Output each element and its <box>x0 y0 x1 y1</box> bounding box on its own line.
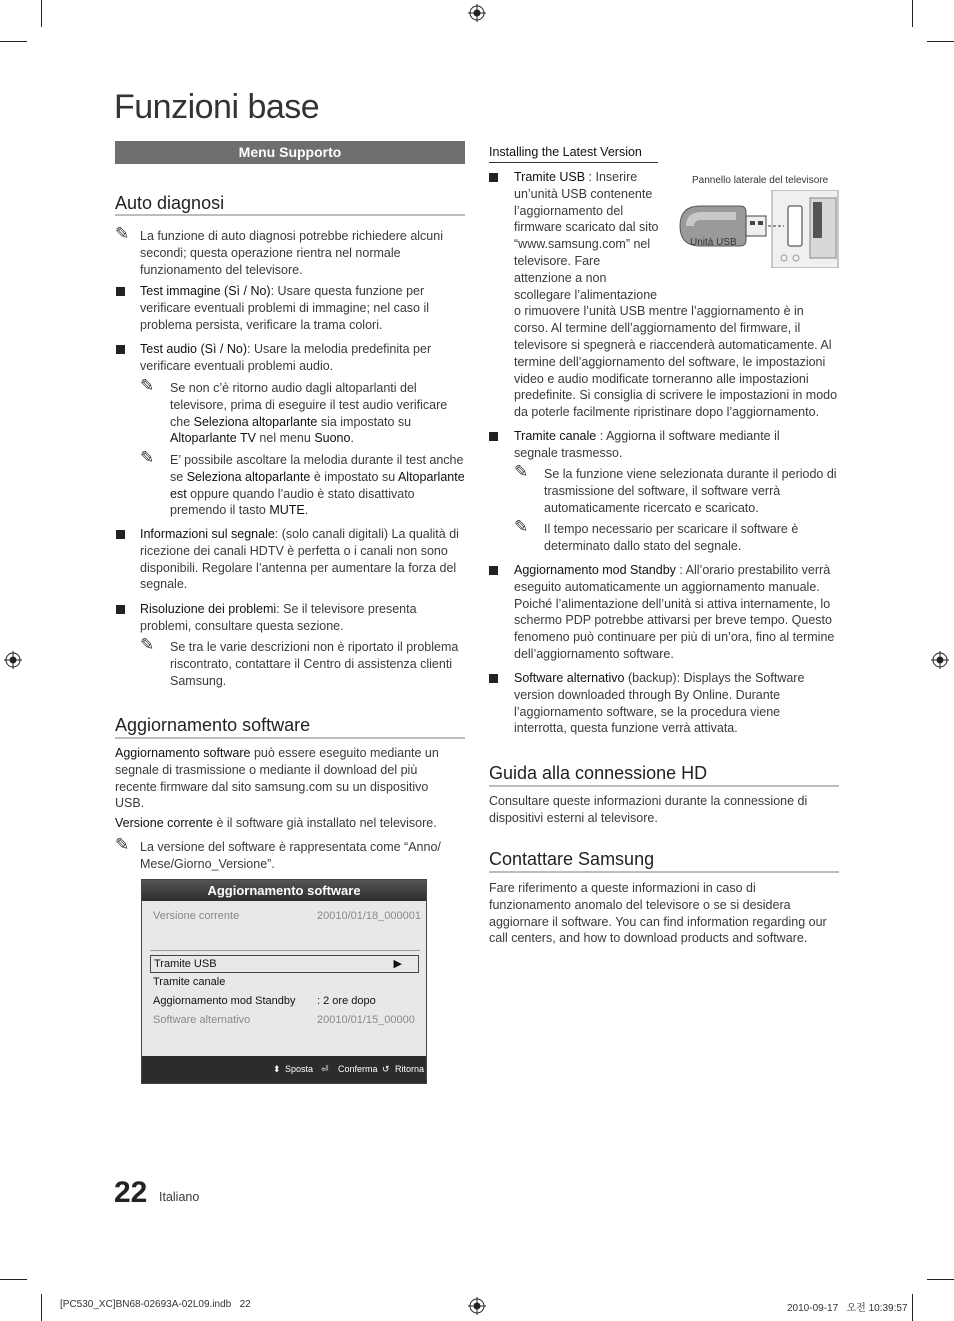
osd-row-label: Tramite USB <box>154 958 217 970</box>
arrow-right-icon: ▶ <box>393 958 402 970</box>
aggiornamento-heading: Aggiornamento software <box>115 715 311 735</box>
note-icon: ✎ <box>140 635 155 654</box>
note-bold: Seleziona altoparlante <box>186 469 311 484</box>
section-banner: Menu Supporto <box>115 141 465 164</box>
page-number: 22 <box>114 1176 148 1209</box>
test-immagine-text: : Usare questa funzione per verificare eventuali problemi di immagine; nel caso il problema persista, verificare la trama colori. <box>140 284 430 332</box>
file-info: [PC530_XC]BN68-02693A-02L09.indb 22 <box>60 1299 251 1310</box>
aggiornamento-paragraph-2 <box>115 815 460 832</box>
page-language: Italiano <box>159 1190 200 1204</box>
osd-row-versione <box>153 910 421 922</box>
registration-mark-icon <box>931 651 949 669</box>
risoluzione-label: Risoluzione dei problemi <box>140 602 277 616</box>
registration-mark-icon <box>468 1297 486 1315</box>
note-text: sia impostato su <box>317 414 412 429</box>
note-icon: ✎ <box>115 224 130 243</box>
crop-mark <box>912 0 913 27</box>
software-alternativo-text: (backup): Displays the Software version downloaded through By Online. Durante l’aggiornamento software, se la procedura viene interrotta, questa funzione verrà attivata. <box>514 671 805 736</box>
guida-text: Consultare queste informazioni durante la connessione di dispositivi esterni al televisore. <box>489 794 808 825</box>
aggiornamento-note: La versione del software è rappresentata come “Anno/ Mese/Giorno_Versione”. <box>140 840 441 871</box>
risoluzione-note: Se tra le varie descrizioni non è riportato il problema riscontrato, contattare il Centro di assistenza clienti Samsung. <box>170 640 459 688</box>
page-title: Funzioni base <box>114 88 320 126</box>
software-alternativo-item <box>514 670 836 737</box>
osd-row-label: Aggiornamento mod Standby <box>153 995 296 1007</box>
auto-diagnosi-heading: Auto diagnosi <box>115 193 225 213</box>
note-text: oppure quando l’audio è stato disattivato premendo il tasto <box>170 486 415 518</box>
osd-window <box>141 879 427 1084</box>
versione-bold: Versione corrente <box>115 816 213 830</box>
bullet-icon <box>116 605 125 614</box>
tramite-usb-text: : Inserire un’unità USB contenente l’aggiornamento del firmware scaricato dal sito “www.samsung.com” nel televisore. Fare attenzione a non scollegare l’alimentazione o rimuovere l’unità USB mentre l’aggiornamento è in corso. Al termine dell’aggiornamento del firmware, il televisore si spegnerà e riaccenderà automaticamente. Al termine dell’aggiornamento del software, le impostazioni video e audio modificate torneranno alle impostazioni predefinite. Si consiglia di scrivere le impostazioni in modo da poterle facilmente ripristinare dopo l’aggiornamento. <box>514 170 838 420</box>
note-icon: ✎ <box>140 376 155 395</box>
note-bold: Altoparlante TV <box>170 431 256 446</box>
osd-footer-return: Ritorna <box>395 1064 425 1074</box>
heading-rule <box>115 737 465 739</box>
osd-row-value: 20010/01/15_00000 <box>317 1014 415 1026</box>
tramite-usb-label: Tramite USB <box>514 170 586 184</box>
crop-mark <box>0 1279 27 1280</box>
note-text: E’ possibile ascoltare la melodia durante il test anche se <box>170 453 464 484</box>
crop-mark <box>41 0 42 27</box>
bullet-icon <box>116 530 125 539</box>
bullet-icon <box>116 287 125 296</box>
note-bold: Suono <box>314 431 351 446</box>
contattare-text: Fare riferimento a queste informazioni in caso di funzionamento anomalo del televisore o se si desidera aggiornare il software. You can find information regarding our call centers, and how to download products and software. <box>489 881 827 946</box>
osd-row-canale[interactable] <box>153 976 416 988</box>
note-text: è impostato su <box>310 469 398 484</box>
osd-footer-enter: Conferma <box>338 1064 378 1074</box>
osd-footer <box>142 1056 426 1083</box>
move-icon: ⬍ <box>273 1064 281 1074</box>
bullet-icon <box>489 173 498 182</box>
heading-underline <box>489 162 658 163</box>
heading-rule <box>489 785 839 787</box>
bullet-icon <box>489 566 498 575</box>
note-icon: ✎ <box>140 448 155 467</box>
test-audio-label: Test audio (Sì / No) <box>140 342 247 356</box>
note-icon: ✎ <box>514 462 529 481</box>
osd-row-label: Tramite canale <box>153 976 226 988</box>
bullet-icon <box>489 432 498 441</box>
info-segnale-text: : (solo canali digitali) La qualità di ricezione dei canali HDTV è perfetta o i canali non sono disponibili. Regolare l’antenna per aumentare la forza del segnale. <box>140 527 459 592</box>
osd-row-usb[interactable] <box>150 955 419 973</box>
standby-item <box>514 562 836 663</box>
info-segnale-item <box>140 526 465 593</box>
note-text: . <box>350 431 354 446</box>
note-bold: Altoparlante est <box>170 469 465 501</box>
osd-row-value: : 2 ore dopo <box>317 995 376 1007</box>
test-immagine-item <box>140 283 465 333</box>
osd-title-bar <box>142 880 426 901</box>
auto-diagnosi-note: La funzione di auto diagnosi potrebbe richiedere alcuni secondi; questa operazione rientra nel normale funzionamento del televisore. <box>140 229 443 277</box>
osd-footer-move: Sposta <box>285 1064 314 1074</box>
heading-rule <box>115 214 465 216</box>
info-segnale-label: Informazioni sul segnale <box>140 527 275 541</box>
osd-divider <box>150 950 420 951</box>
registration-mark-icon <box>468 4 486 22</box>
bullet-icon <box>489 674 498 683</box>
note-icon: ✎ <box>115 835 130 854</box>
canale-note-1: Se la funzione viene selezionata durante il periodo di trasmissione del software, il software verrà automaticamente ricercato e scaricato. <box>544 467 837 515</box>
osd-row-label: Software alternativo <box>153 1014 251 1026</box>
note-bold: MUTE <box>269 503 305 518</box>
guida-heading: Guida alla connessione HD <box>489 763 708 783</box>
tramite-canale-text: : Aggiorna il software mediante il segnale trasmesso. <box>514 429 780 460</box>
usb-stick-icon <box>676 190 840 268</box>
note-bold: Seleziona altoparlante <box>193 414 318 429</box>
test-audio-note-2 <box>170 452 465 519</box>
note-text: Se non c’è ritorno audio dagli altoparlanti del televisore, prima di eseguire il test audio verificare che <box>170 381 448 429</box>
crop-mark <box>0 41 27 42</box>
usb-figure <box>668 170 840 270</box>
software-alternativo-label: Software alternativo <box>514 671 625 685</box>
test-audio-note-1 <box>170 380 465 447</box>
registration-mark-icon <box>4 651 22 669</box>
figure-caption-usb: Unità USB <box>690 237 737 248</box>
crop-mark <box>927 1279 954 1280</box>
standby-label: Aggiornamento mod Standby <box>514 563 676 577</box>
canale-note-2: Il tempo necessario per scaricare il software è determinato dallo stato del segnale. <box>544 522 799 553</box>
timestamp: 2010-09-17 오전 10:39:57 <box>787 1303 908 1314</box>
aggiornamento-paragraph-1 <box>115 745 455 812</box>
contattare-heading: Contattare Samsung <box>489 849 655 869</box>
installing-heading: Installing the Latest Version <box>489 145 642 159</box>
standby-text: : All’orario prestabilito verrà eseguito automaticamente un aggiornamento manuale. Poiché l’alimentazione dell’unità si attiva internamente, lo schermo PDP potrebbe attivarsi per breve tempo. Questo fenomeno può continuare per più di un’ora, fino al termine dell’aggiornamento software. <box>514 563 835 661</box>
tramite-canale-item <box>514 428 814 462</box>
heading-rule <box>489 871 839 873</box>
risoluzione-item <box>140 601 465 635</box>
risoluzione-text: : Se il televisore presenta problemi, consultare questa sezione. <box>140 602 417 633</box>
return-icon: ↺ <box>382 1064 390 1074</box>
osd-row-alternativo <box>153 1014 416 1026</box>
note-text: nel menu <box>255 431 315 446</box>
test-audio-text: : Usare la melodia predefinita per verificare eventuali problemi audio. <box>140 342 432 373</box>
crop-mark <box>927 41 954 42</box>
tramite-canale-label: Tramite canale <box>514 429 597 443</box>
osd-title: Aggiornamento software <box>207 883 361 898</box>
enter-icon: ⏎ <box>321 1064 329 1074</box>
test-immagine-label: Test immagine (Sì / No) <box>140 284 271 298</box>
osd-row-value: 20010/01/18_000001 <box>317 910 421 922</box>
osd-row-label: Versione corrente <box>153 910 240 922</box>
aggiornamento-bold: Aggiornamento software <box>115 746 251 760</box>
osd-row-standby[interactable] <box>153 995 416 1007</box>
aggiornamento-text: può essere eseguito mediante un segnale di trasmissione o mediante il download del più recente firmware dal sito samsung.com su un dispositivo USB. <box>115 746 439 811</box>
note-icon: ✎ <box>514 517 529 536</box>
crop-mark <box>912 1294 913 1321</box>
figure-caption-tv: Pannello laterale del televisore <box>692 175 829 186</box>
note-text: . <box>304 503 309 518</box>
test-audio-item <box>140 341 465 375</box>
bullet-icon <box>116 345 125 354</box>
versione-text: è il software già installato nel televisore. <box>212 816 437 830</box>
crop-mark <box>41 1294 42 1321</box>
